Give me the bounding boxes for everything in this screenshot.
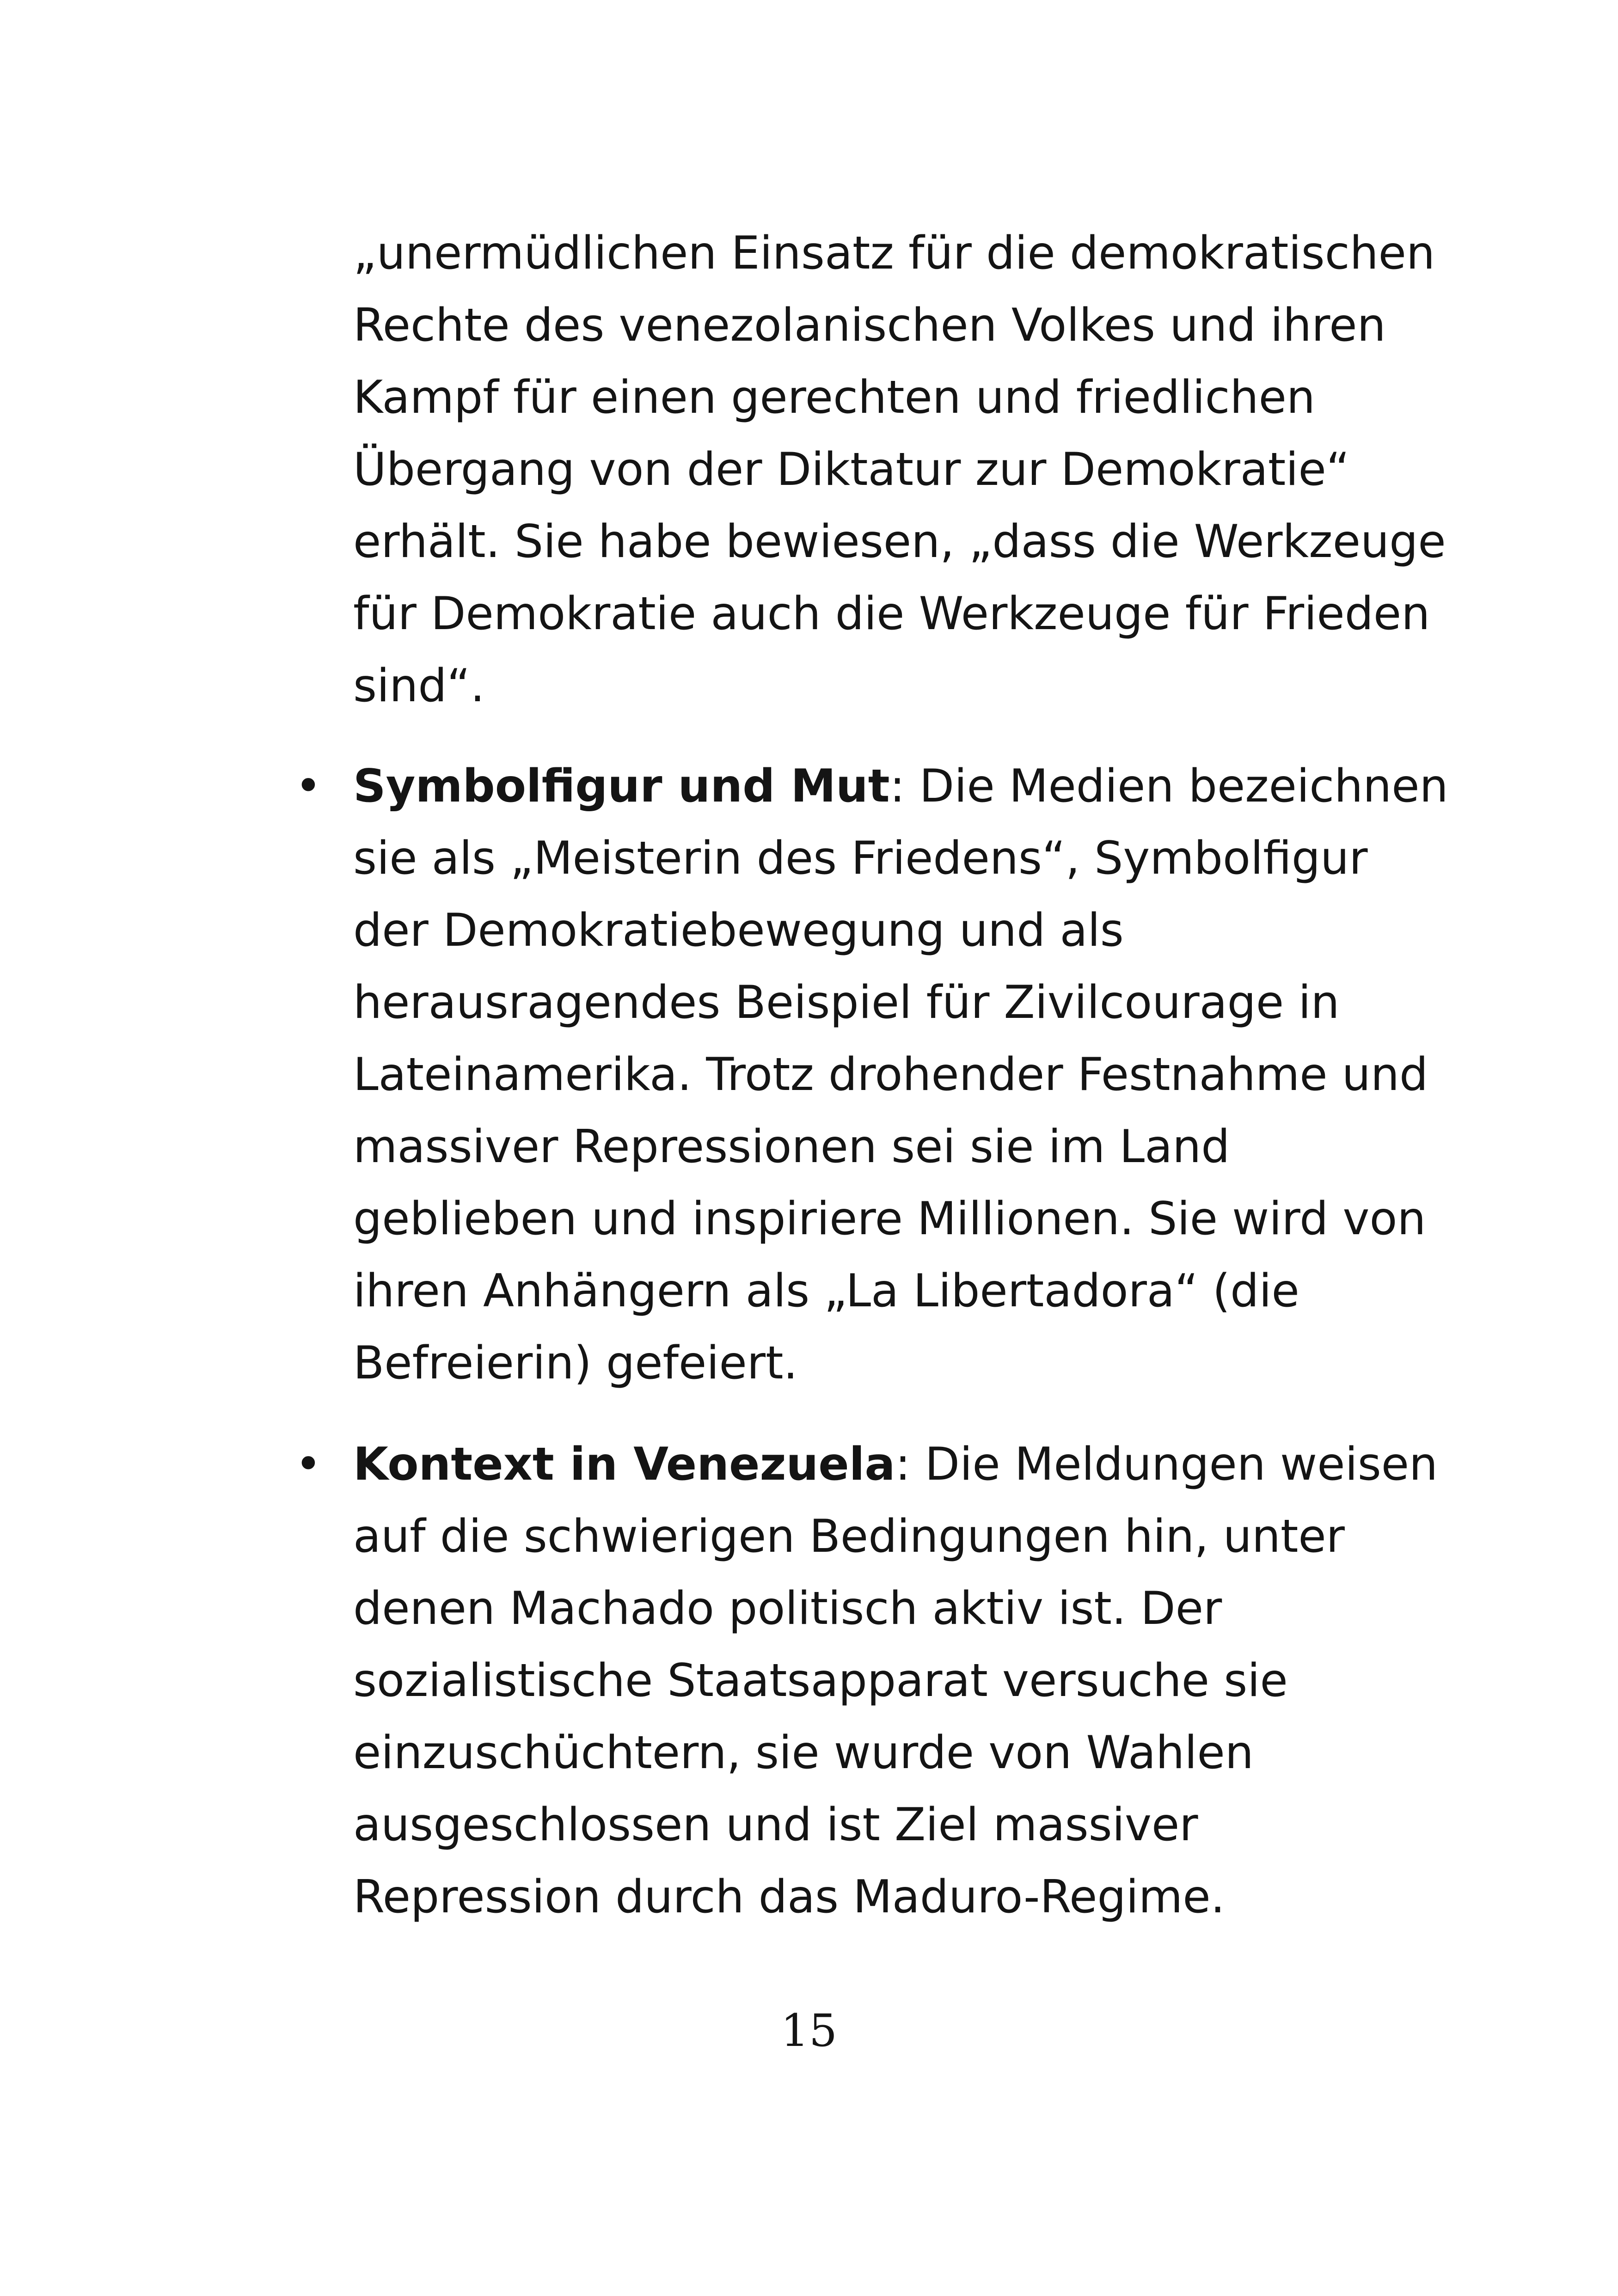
text-line: geblieben und inspiriere Millionen. Sie wird von bbox=[353, 1193, 1426, 1245]
bullet-item-kontext bbox=[353, 1428, 1438, 1933]
continuation-paragraph bbox=[353, 217, 1446, 722]
page-number: 15 bbox=[780, 2005, 838, 2057]
bullet-symbol: • bbox=[295, 1438, 322, 1491]
text-line: sind“. bbox=[353, 660, 485, 712]
text-line: Lateinamerika. Trotz drohender Festnahme und bbox=[353, 1048, 1428, 1101]
text-line: Repression durch das Maduro-Regime. bbox=[353, 1871, 1225, 1923]
text-line: für Demokratie auch die Werkzeuge für Frieden bbox=[353, 588, 1430, 640]
bold-term: Kontext in Venezuela bbox=[353, 1438, 895, 1491]
text-run: : Die Medien bezeichnen bbox=[889, 760, 1448, 813]
text-line: ihren Anhängern als „La Libertadora“ (die bbox=[353, 1265, 1299, 1317]
text-line: sozialistische Staatsapparat versuche sie bbox=[353, 1654, 1288, 1707]
bullet-first-line bbox=[353, 1428, 1438, 1500]
text-line: einzuschüchtern, sie wurde von Wahlen bbox=[353, 1727, 1254, 1779]
text-line: denen Machado politisch aktiv ist. Der bbox=[353, 1582, 1222, 1635]
text-line: erhält. Sie habe bewiesen, „dass die Werkzeuge bbox=[353, 515, 1446, 568]
text-line: Rechte des venezolanischen Volkes und ihren bbox=[353, 299, 1386, 352]
text-line: „unermüdlichen Einsatz für die demokratischen bbox=[353, 227, 1435, 280]
bullet-symbol: • bbox=[295, 760, 322, 813]
text-line: Befreierin) gefeiert. bbox=[353, 1337, 798, 1390]
text-line: herausragendes Beispiel für Zivilcourage in bbox=[353, 976, 1340, 1029]
text-line: sie als „Meisterin des Friedens“, Symbolfigur bbox=[353, 832, 1368, 885]
text-line: der Demokratiebewegung und als bbox=[353, 904, 1124, 957]
text-run: : Die Meldungen weisen bbox=[895, 1438, 1438, 1491]
text-line: auf die schwierigen Bedingungen hin, unter bbox=[353, 1510, 1345, 1563]
bullet-first-line bbox=[353, 750, 1448, 822]
bullet-item-symbolfigur bbox=[353, 750, 1448, 1399]
text-line: Übergang von der Diktatur zur Demokratie“ bbox=[353, 443, 1350, 496]
bold-term: Symbolfigur und Mut bbox=[353, 760, 890, 813]
text-line: massiver Repressionen sei sie im Land bbox=[353, 1120, 1230, 1173]
text-line: Kampf für einen gerechten und friedlichen bbox=[353, 371, 1316, 424]
text-line: ausgeschlossen und ist Ziel massiver bbox=[353, 1799, 1198, 1851]
